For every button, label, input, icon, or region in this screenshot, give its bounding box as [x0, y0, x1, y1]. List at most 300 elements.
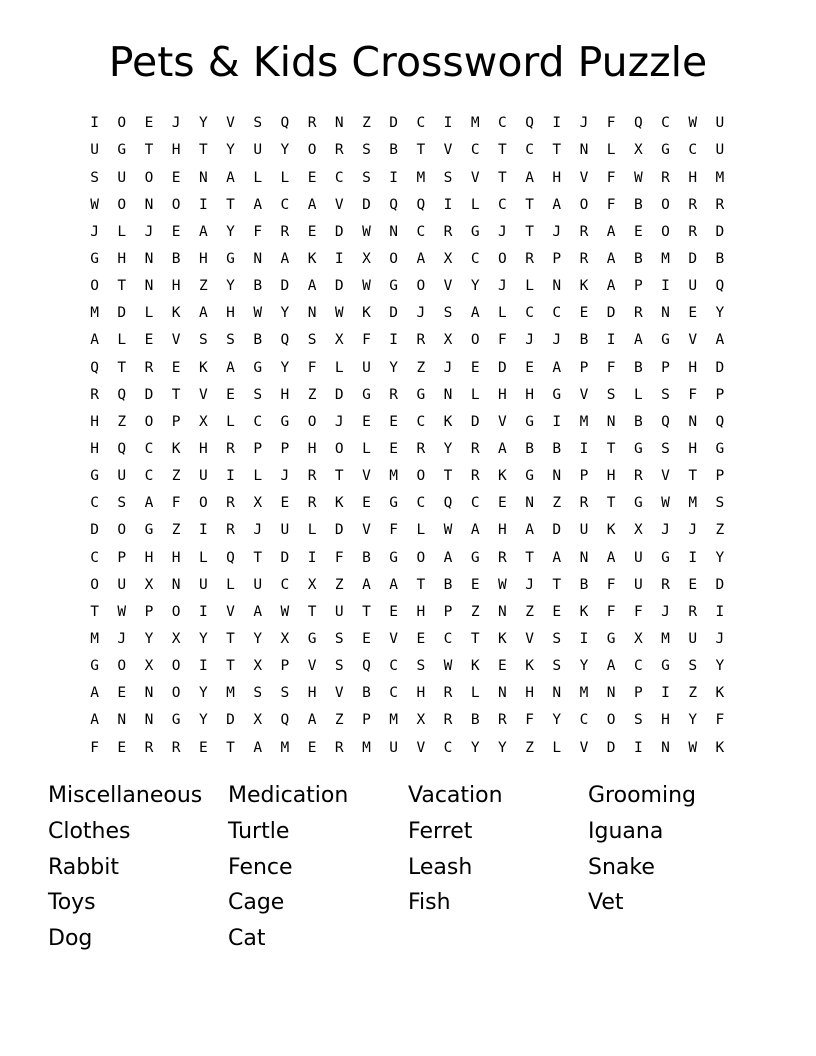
word-list-item: Snake	[588, 854, 655, 880]
grid-cell: R	[389, 386, 399, 403]
word-list-item: Turtle	[228, 818, 290, 844]
grid-cell: S	[552, 630, 562, 647]
grid-cell: A	[253, 739, 263, 756]
grid-cell: A	[606, 251, 616, 268]
grid-cell: O	[307, 142, 317, 159]
grid-cell: O	[334, 441, 344, 457]
grid-cell: H	[606, 468, 616, 485]
grid-cell: E	[552, 603, 562, 620]
grid-cell: F	[606, 169, 616, 186]
grid-cell: V	[334, 196, 344, 213]
grid-cell: I	[661, 685, 670, 702]
grid-cell: T	[416, 142, 426, 159]
grid-cell: G	[90, 658, 99, 675]
grid-cell: S	[90, 169, 99, 186]
grid-cell: C	[633, 658, 643, 675]
grid-cell: O	[389, 251, 399, 268]
grid-cell: B	[579, 576, 589, 593]
grid-cell: C	[498, 115, 507, 132]
grid-cell: F	[171, 495, 181, 512]
grid-cell: G	[661, 658, 670, 675]
grid-cell: O	[307, 413, 317, 430]
grid-cell: S	[253, 685, 263, 702]
grid-cell: D	[688, 251, 698, 268]
grid-cell: U	[198, 576, 208, 593]
grid-cell: H	[416, 685, 426, 702]
grid-cell: Y	[470, 739, 480, 756]
grid-cell: L	[470, 685, 480, 702]
grid-cell: C	[416, 413, 426, 430]
grid-cell: X	[416, 712, 426, 729]
grid-cell: S	[443, 169, 453, 186]
grid-cell: K	[715, 685, 725, 702]
grid-cell: C	[443, 630, 453, 647]
grid-cell: U	[715, 142, 725, 159]
grid-cell: A	[498, 441, 507, 457]
grid-cell: C	[470, 251, 480, 268]
grid-cell: I	[90, 115, 99, 132]
grid-cell: O	[144, 169, 154, 186]
grid-cell: G	[280, 413, 290, 430]
grid-cell: B	[171, 251, 181, 268]
grid-cell: E	[144, 332, 154, 349]
grid-cell: O	[90, 278, 99, 295]
grid-cell: P	[117, 549, 127, 566]
grid-cell: S	[688, 658, 698, 675]
grid-cell: I	[198, 658, 208, 675]
grid-cell: A	[226, 169, 235, 186]
grid-cell: O	[171, 658, 181, 675]
grid-cell: H	[688, 169, 698, 186]
grid-cell: E	[144, 115, 154, 132]
grid-cell: C	[416, 495, 426, 512]
grid-cell: M	[661, 630, 670, 647]
grid-cell: N	[606, 413, 616, 430]
grid-cell: R	[688, 603, 698, 620]
word-list-item: Vet	[588, 890, 624, 916]
grid-cell: X	[443, 332, 453, 349]
grid-cell: J	[661, 522, 670, 539]
grid-cell: O	[579, 196, 589, 213]
grid-cell: G	[90, 468, 99, 485]
grid-cell: J	[90, 223, 99, 240]
grid-cell: N	[307, 305, 317, 322]
grid-cell: T	[525, 196, 534, 213]
grid-cell: S	[715, 495, 725, 512]
grid-cell: Q	[525, 115, 534, 132]
grid-cell: S	[633, 712, 643, 729]
grid-cell: M	[470, 115, 480, 132]
grid-cell: R	[633, 468, 643, 485]
grid-cell: F	[498, 332, 507, 349]
grid-cell: R	[226, 495, 235, 512]
grid-cell: A	[552, 549, 562, 566]
grid-cell: R	[498, 712, 507, 729]
grid-cell: J	[525, 332, 534, 349]
grid-cell: F	[307, 359, 317, 376]
grid-cell: G	[525, 413, 534, 430]
grid-cell: M	[90, 630, 99, 647]
grid-cell: S	[443, 305, 453, 322]
grid-cell: J	[579, 115, 589, 132]
grid-cell: R	[443, 712, 453, 729]
grid-cell: N	[144, 685, 154, 702]
grid-cell: D	[334, 386, 344, 403]
grid-cell: H	[552, 169, 562, 186]
word-list-item: Grooming	[588, 783, 696, 808]
grid-cell: R	[144, 359, 154, 376]
grid-cell: R	[661, 576, 670, 593]
grid-cell: Q	[362, 658, 371, 675]
grid-cell: V	[470, 169, 480, 186]
grid-cell: T	[498, 169, 507, 186]
grid-cell: R	[470, 468, 480, 485]
grid-cell: F	[606, 115, 616, 132]
word-list-column	[228, 778, 408, 957]
grid-cell: F	[362, 332, 371, 349]
grid-cell: Y	[470, 278, 480, 295]
word-list-item: Vacation	[408, 783, 503, 808]
grid-cell: E	[171, 223, 181, 240]
grid-cell: U	[90, 142, 99, 159]
grid-cell: X	[253, 712, 263, 729]
grid-cell: B	[552, 441, 562, 457]
grid-cell: O	[117, 658, 127, 675]
grid-cell: D	[606, 739, 616, 756]
grid-cell: E	[171, 169, 181, 186]
grid-cell: Z	[715, 522, 725, 539]
grid-cell: N	[552, 468, 562, 485]
grid-cell: E	[280, 495, 290, 512]
grid-cell: T	[688, 468, 698, 485]
grid-cell: D	[552, 522, 562, 539]
grid-cell: Q	[117, 386, 127, 403]
grid-cell: I	[579, 441, 589, 457]
grid-cell: T	[552, 576, 562, 593]
word-list-item: Cage	[228, 890, 285, 916]
grid-cell: A	[633, 332, 643, 349]
word-search-grid	[81, 110, 734, 761]
grid-cell: E	[688, 576, 698, 593]
grid-cell: X	[633, 630, 643, 647]
grid-cell: X	[307, 576, 317, 593]
grid-cell: F	[606, 603, 616, 620]
grid-cell: U	[280, 522, 290, 539]
grid-cell: I	[633, 739, 643, 756]
grid-cell: E	[470, 576, 480, 593]
grid-cell: R	[443, 223, 453, 240]
word-list-item: Cat	[228, 926, 266, 952]
grid-cell: Z	[525, 739, 534, 756]
grid-cell: T	[90, 603, 99, 620]
grid-cell: P	[362, 712, 371, 729]
grid-cell: A	[552, 359, 562, 376]
grid-cell: I	[552, 115, 562, 132]
grid-cell: L	[552, 739, 562, 756]
grid-cell: G	[171, 712, 181, 729]
grid-cell: G	[226, 251, 235, 268]
grid-cell: A	[389, 576, 399, 593]
grid-cell: Y	[280, 305, 290, 322]
grid-cell: V	[171, 332, 181, 349]
grid-cell: S	[307, 332, 317, 349]
grid-cell: E	[307, 223, 317, 240]
grid-cell: V	[389, 630, 399, 647]
grid-cell: N	[144, 196, 154, 213]
grid-cell: P	[579, 468, 589, 485]
grid-cell: C	[90, 549, 99, 566]
grid-cell: N	[552, 685, 562, 702]
grid-cell: H	[525, 685, 534, 702]
grid-cell: L	[334, 359, 344, 376]
grid-cell: T	[117, 359, 127, 376]
grid-cell: J	[416, 305, 426, 322]
grid-cell: R	[90, 386, 99, 403]
grid-cell: X	[171, 630, 181, 647]
grid-cell: Y	[226, 278, 235, 295]
grid-cell: T	[606, 495, 616, 512]
grid-cell: G	[117, 142, 127, 159]
word-list-item: Leash	[408, 854, 473, 880]
grid-cell: G	[389, 549, 399, 566]
grid-cell: L	[226, 413, 235, 430]
grid-cell: Y	[280, 359, 290, 376]
grid-cell: B	[253, 332, 263, 349]
grid-cell: T	[334, 468, 344, 485]
grid-cell: J	[715, 630, 725, 647]
grid-cell: B	[253, 278, 263, 295]
grid-cell: A	[606, 278, 616, 295]
grid-cell: U	[715, 115, 725, 132]
grid-cell: O	[416, 468, 426, 485]
grid-cell: N	[498, 603, 507, 620]
grid-cell: F	[525, 712, 534, 729]
grid-cell: W	[443, 522, 453, 539]
grid-cell: C	[416, 115, 426, 132]
grid-cell: K	[470, 658, 480, 675]
grid-cell: B	[579, 332, 589, 349]
grid-cell: Q	[715, 278, 725, 295]
word-list-item: Dog	[48, 926, 93, 952]
grid-cell: I	[198, 603, 208, 620]
grid-cell: L	[226, 576, 235, 593]
grid-cell: B	[443, 576, 453, 593]
grid-cell: N	[525, 495, 534, 512]
word-list-item: Clothes	[48, 818, 131, 844]
grid-cell: L	[253, 169, 263, 186]
grid-cell: R	[334, 739, 344, 756]
grid-cell: Y	[226, 223, 235, 240]
grid-cell: I	[579, 630, 589, 647]
grid-cell: N	[498, 685, 507, 702]
grid-cell: T	[226, 739, 235, 756]
grid-cell: E	[117, 685, 127, 702]
grid-cell: G	[661, 549, 670, 566]
word-list-column	[48, 778, 228, 957]
grid-cell: R	[443, 685, 453, 702]
grid-cell: K	[579, 603, 589, 620]
grid-cell: A	[715, 332, 725, 349]
grid-cell: U	[688, 278, 698, 295]
grid-cell: H	[198, 441, 208, 457]
grid-cell: M	[579, 685, 589, 702]
grid-cell: E	[389, 413, 399, 430]
grid-cell: A	[307, 278, 317, 295]
grid-cell: S	[416, 658, 426, 675]
grid-cell: X	[198, 413, 208, 430]
grid-cell: J	[498, 223, 507, 240]
grid-cell: A	[307, 196, 317, 213]
grid-cell: G	[253, 359, 263, 376]
word-list-item: Ferret	[408, 818, 473, 844]
grid-cell: Y	[253, 630, 263, 647]
grid-cell: T	[552, 142, 562, 159]
grid-cell: J	[253, 522, 263, 539]
grid-cell: E	[498, 495, 507, 512]
grid-cell: H	[171, 549, 181, 566]
grid-cell: I	[334, 251, 344, 268]
grid-cell: C	[470, 495, 480, 512]
grid-cell: D	[334, 278, 344, 295]
grid-cell: Q	[280, 712, 290, 729]
grid-cell: S	[253, 386, 263, 403]
grid-cell: R	[307, 468, 317, 485]
grid-cell: R	[416, 441, 426, 457]
grid-cell: Q	[416, 196, 426, 213]
grid-cell: M	[416, 169, 426, 186]
grid-cell: C	[389, 658, 399, 675]
grid-cell: H	[117, 251, 127, 268]
grid-cell: A	[144, 495, 154, 512]
grid-cell: Y	[688, 712, 698, 729]
grid-cell: J	[661, 603, 670, 620]
grid-cell: U	[253, 576, 263, 593]
grid-cell: A	[253, 603, 263, 620]
grid-cell: Q	[443, 495, 453, 512]
grid-cell: S	[334, 630, 344, 647]
grid-cell: O	[90, 576, 99, 593]
grid-cell: I	[198, 196, 208, 213]
grid-cell: A	[606, 223, 616, 240]
grid-cell: H	[688, 441, 698, 457]
grid-cell: P	[280, 441, 290, 457]
grid-cell: L	[633, 386, 643, 403]
grid-cell: I	[661, 278, 670, 295]
grid-cell: Y	[715, 549, 725, 566]
grid-cell: O	[171, 603, 181, 620]
grid-cell: S	[117, 495, 127, 512]
grid-cell: H	[525, 386, 534, 403]
grid-cell: A	[198, 223, 208, 240]
grid-cell: A	[416, 251, 426, 268]
grid-cell: N	[144, 712, 154, 729]
grid-cell: K	[171, 441, 181, 457]
grid-cell: W	[498, 576, 507, 593]
grid-cell: I	[443, 196, 453, 213]
grid-cell: Z	[117, 413, 127, 430]
grid-cell: S	[552, 658, 562, 675]
grid-cell: N	[334, 115, 344, 132]
grid-cell: M	[715, 169, 725, 186]
grid-cell: R	[307, 495, 317, 512]
grid-cell: R	[226, 441, 235, 457]
grid-cell: F	[606, 196, 616, 213]
grid-cell: J	[688, 522, 698, 539]
grid-cell: U	[389, 739, 399, 756]
grid-cell: T	[226, 196, 235, 213]
grid-cell: Y	[198, 115, 208, 132]
grid-cell: W	[688, 739, 698, 756]
grid-cell: I	[552, 413, 562, 430]
grid-cell: J	[144, 223, 154, 240]
grid-cell: U	[117, 169, 127, 186]
grid-cell: L	[117, 223, 127, 240]
grid-cell: W	[362, 223, 371, 240]
grid-cell: D	[90, 522, 99, 539]
grid-cell: J	[552, 332, 562, 349]
grid-cell: N	[688, 413, 698, 430]
grid-cell: E	[633, 223, 643, 240]
grid-cell: P	[633, 278, 643, 295]
grid-cell: R	[334, 142, 344, 159]
grid-cell: C	[144, 468, 154, 485]
grid-cell: E	[498, 658, 507, 675]
grid-cell: Z	[552, 495, 562, 512]
grid-cell: G	[144, 522, 154, 539]
grid-cell: K	[579, 278, 589, 295]
grid-cell: E	[362, 495, 371, 512]
grid-cell: N	[661, 739, 670, 756]
grid-cell: L	[606, 142, 616, 159]
grid-cell: O	[606, 712, 616, 729]
grid-cell: V	[579, 386, 589, 403]
grid-cell: R	[633, 305, 643, 322]
page-title: Pets & Kids Crossword Puzzle	[108, 38, 708, 86]
grid-cell: T	[525, 549, 534, 566]
grid-cell: R	[579, 251, 589, 268]
word-list-item: Fish	[408, 890, 451, 916]
grid-cell: B	[633, 196, 643, 213]
grid-cell: D	[389, 115, 399, 132]
grid-cell: T	[198, 142, 208, 159]
grid-cell: Z	[171, 522, 181, 539]
grid-cell: P	[171, 413, 181, 430]
grid-cell: G	[633, 441, 643, 457]
grid-cell: A	[443, 549, 453, 566]
grid-cell: V	[362, 468, 371, 485]
grid-cell: K	[334, 495, 344, 512]
grid-cell: V	[226, 603, 235, 620]
grid-cell: U	[633, 549, 643, 566]
grid-cell: L	[117, 332, 127, 349]
grid-cell: A	[226, 359, 235, 376]
grid-cell: L	[470, 196, 480, 213]
grid-cell: M	[688, 495, 698, 512]
grid-cell: P	[280, 658, 290, 675]
grid-cell: A	[552, 196, 562, 213]
grid-cell: J	[334, 413, 344, 430]
grid-cell: G	[661, 142, 670, 159]
grid-cell: Y	[198, 685, 208, 702]
grid-cell: Y	[280, 142, 290, 159]
grid-cell: G	[606, 630, 616, 647]
grid-cell: I	[688, 549, 698, 566]
grid-cell: D	[715, 359, 725, 376]
grid-cell: C	[525, 142, 534, 159]
grid-cell: F	[606, 359, 616, 376]
grid-cell: G	[470, 223, 480, 240]
grid-cell: A	[606, 549, 616, 566]
